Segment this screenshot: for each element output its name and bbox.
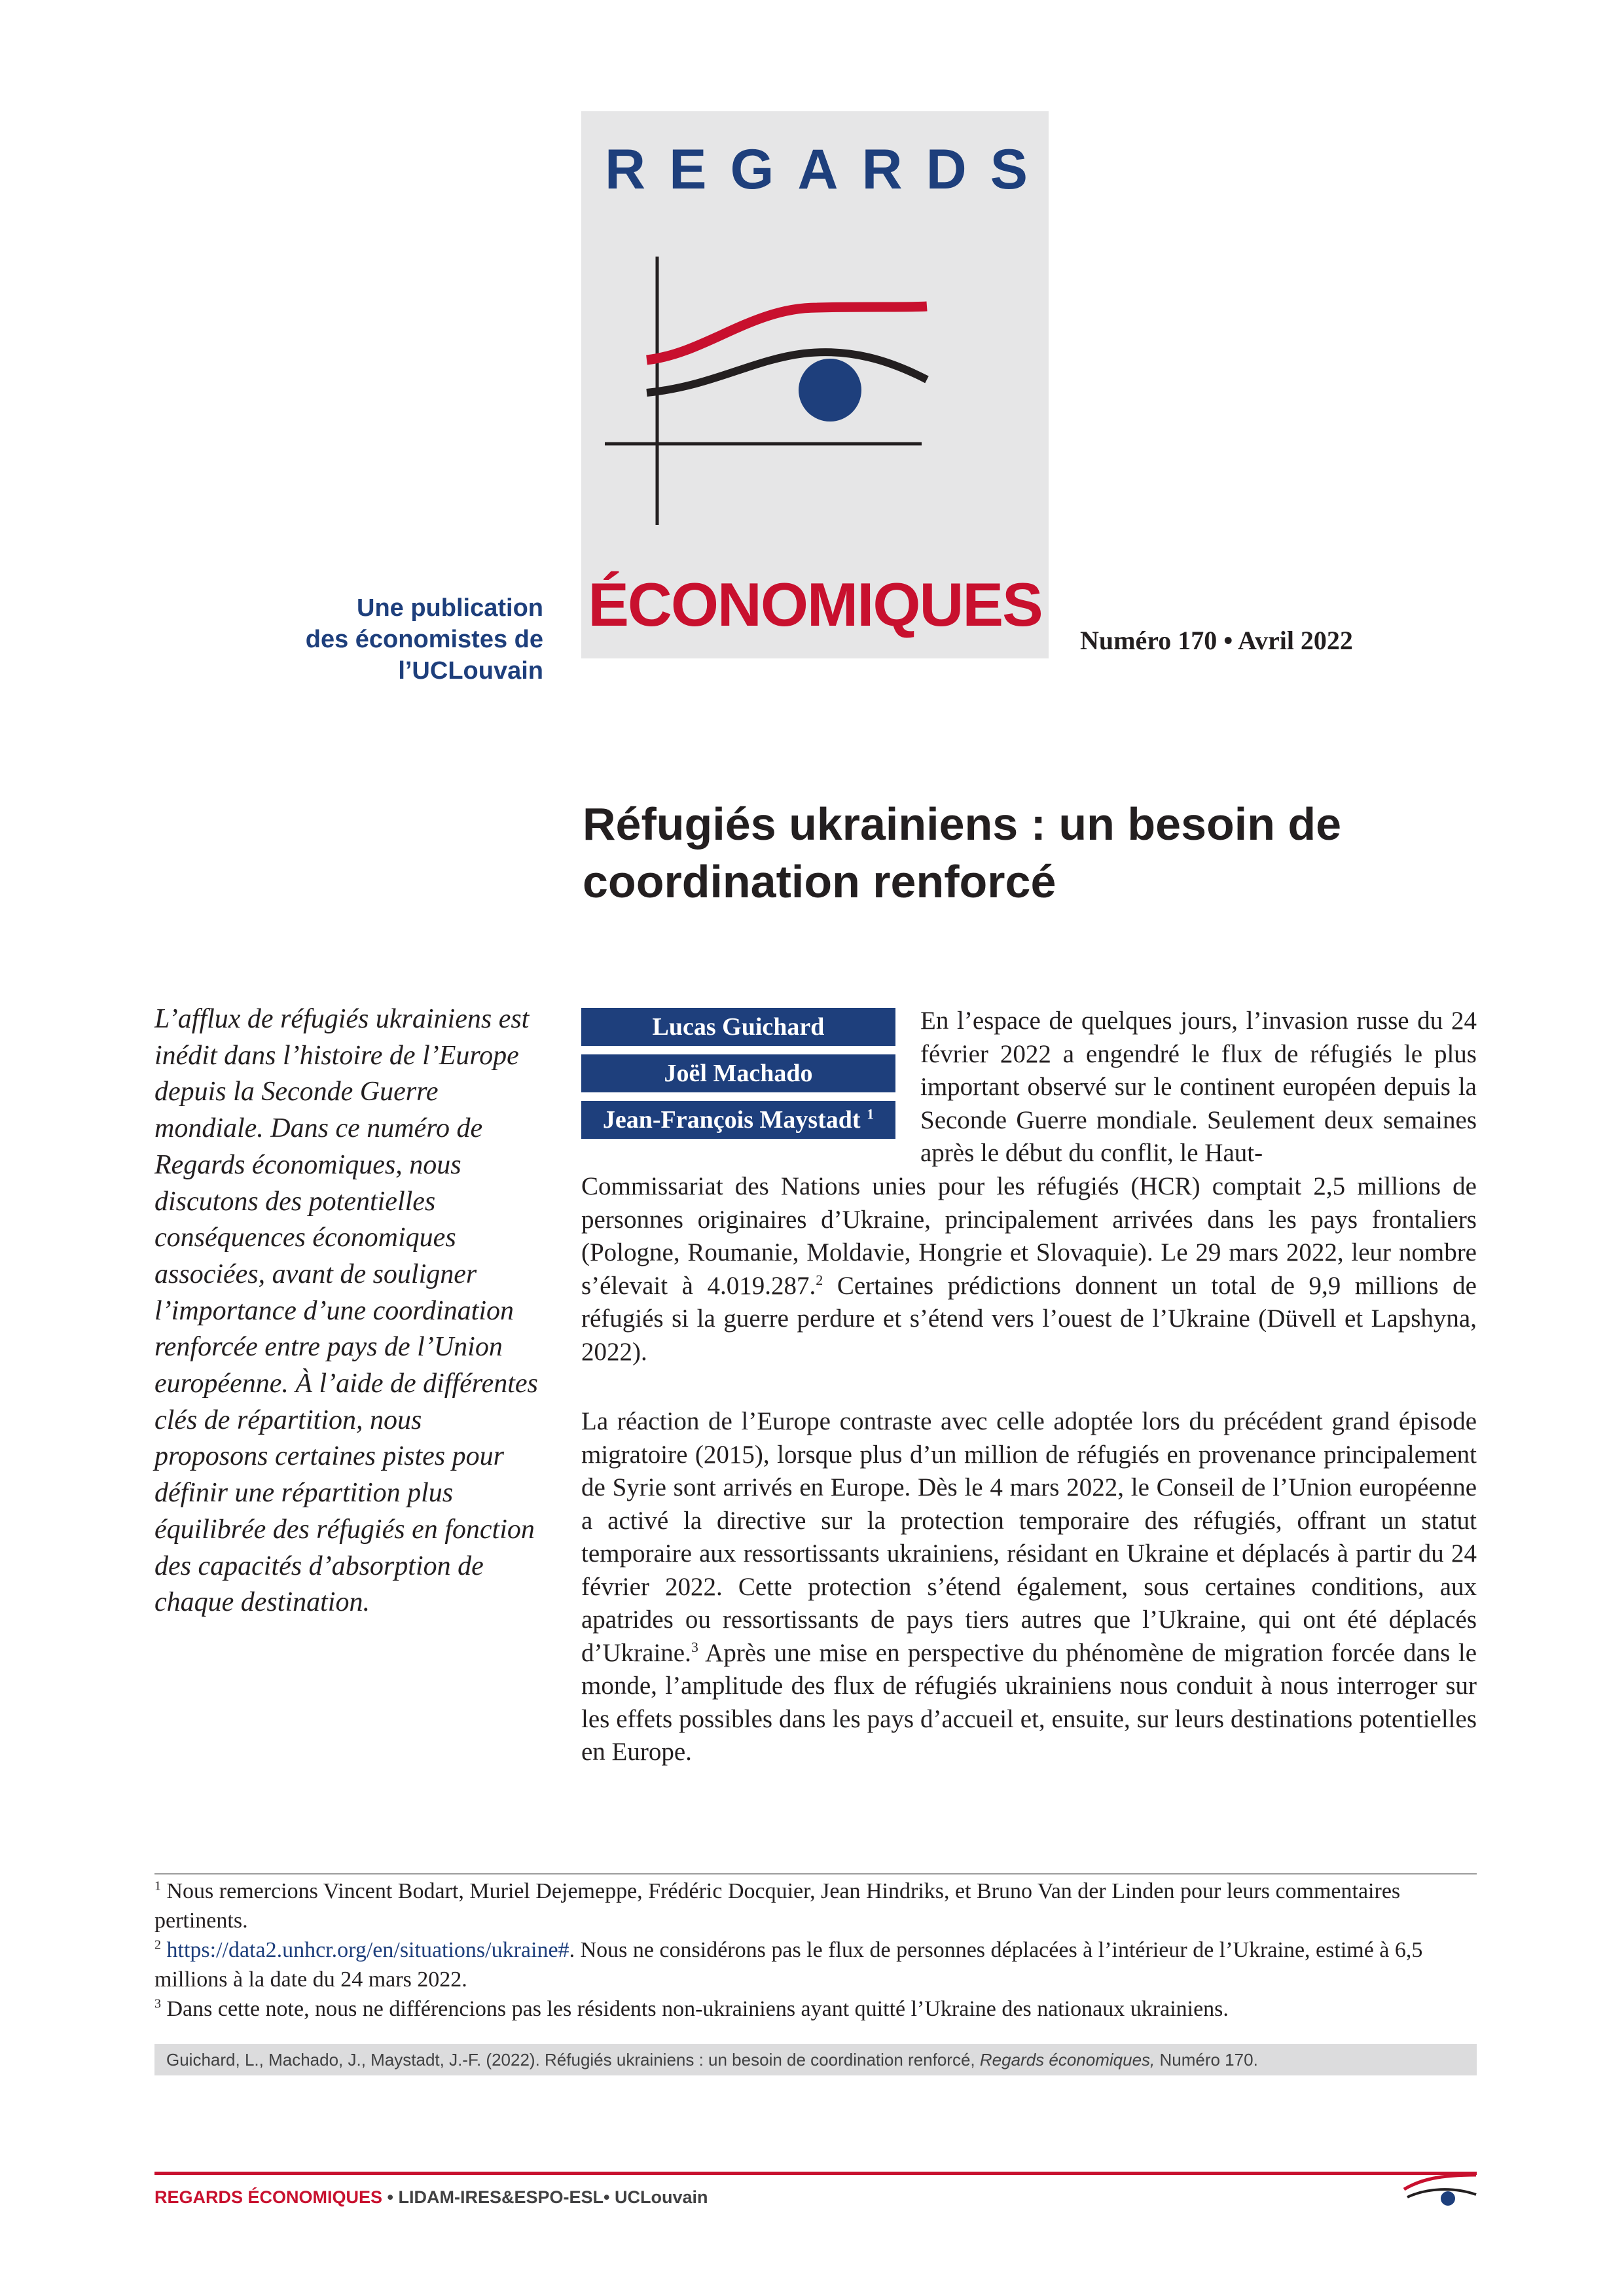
author-2: Joël Machado: [581, 1054, 895, 1092]
footnote-ref-3[interactable]: 3: [691, 1638, 698, 1655]
paragraph-1-intro: En l’espace de quelques jours, l’invasion russe du 24 février 2022 a engendré le flux de réfugiés le plus important observé sur le continent européen depuis la Seconde Guerre mondiale. Seulement deux semaines après le début du conflit, le Haut-: [920, 1007, 1477, 1167]
footer-brand: REGARDS ÉCONOMIQUES: [154, 2187, 383, 2207]
issue-number: Numéro 170 • Avril 2022: [1080, 626, 1353, 655]
footer-divider: [154, 2172, 1477, 2175]
author-1: Lucas Guichard: [581, 1008, 895, 1046]
citation-box: Guichard, L., Machado, J., Maystadt, J.-F. (2022). Réfugiés ukrainiens : un besoin de coordination renforcé, Regards économiques, Numéro 170.: [154, 2044, 1477, 2075]
publication-line-2: des économistes de l’UCLouvain: [305, 626, 543, 685]
footnote-3: $^3$ Dans cette note, nous ne différencions pas les résidents non-ukrainiens ayant quitté l’Ukraine des nationaux ukrainiens.: [154, 1996, 1229, 2021]
abstract: L’afflux de réfugiés ukrainiens est inédit dans l’histoire de l’Europe depuis la Seconde Guerre mondiale. Dans ce numéro de Regards économiques, nous discutons des potentielles conséquences économiques associées, avant de souligner l’importance d’une coordination renforcée entre pays de l’Union européenne. À l’aide de différentes clés de répartition, nous proposons certaines pistes pour définir une répartition plus équilibrée des réfugiés en fonction des capacités d’absorption de chaque destination.: [154, 1004, 538, 1618]
footnote-ref-2[interactable]: 2: [816, 1271, 823, 1288]
footnotes: [154, 1876, 1477, 2024]
paragraph-1-continued: Commissariat des Nations unies pour les réfugiés (HCR) comptait 2,5 millions de personnes originaires d’Ukraine, principalement arrivées dans les pays frontaliers (Pologne, Roumanie, Moldavie, Hongrie et Slovaquie). Le 29 mars 2022, leur nombre s’élevait à 4.019.287.$^2$ Certaines prédictions donnent un total de 9,9 millions de réfugiés si la guerre perdure et s’étend vers l’ouest de l’Ukraine (Düvell et Lapshyna, 2022).: [581, 1172, 1477, 1366]
footnote-1: $^1$ Nous remercions Vincent Bodart, Muriel Dejemeppe, Frédéric Docquier, Jean Hindriks, et Bruno Van der Linden pour leurs commentaires pertinents.: [154, 1878, 1401, 1933]
page-title: [583, 795, 1512, 910]
footnote-divider: [154, 1873, 1477, 1874]
regards-economiques-logo: [581, 111, 1052, 658]
footer-text: REGARDS ÉCONOMIQUES • LIDAM-IRES&ESPO-ESL• UCLouvain: [154, 2187, 708, 2207]
logo-economiques-text: ÉCONOMIQUES: [588, 570, 1042, 639]
author-3: [581, 1101, 895, 1139]
author-note-mark: 1: [867, 1105, 875, 1122]
unhcr-link[interactable]: https://data2.unhcr.org/en/situations/ukraine#: [161, 1938, 569, 1962]
publication-line: [183, 592, 543, 687]
footnote-2: $^2$ https://data2.unhcr.org/en/situations/ukraine#. Nous ne considérons pas le flux de personnes déplacées à l’intérieur de l’Ukraine, estimé à 6,5 millions à la date du 24 mars 2022.: [154, 1937, 1423, 1992]
publication-line-1: Une publication: [357, 594, 543, 622]
title-line-2: coordination renforcé: [583, 856, 1056, 907]
footer-eye-logo-icon: [1401, 2163, 1479, 2209]
title-line-1: Réfugiés ukrainiens : un besoin de: [583, 798, 1342, 850]
logo-regards-text: REGARDS: [605, 138, 1052, 201]
author-3-name: Jean-François Maystadt: [602, 1106, 861, 1134]
paragraph-2: La réaction de l’Europe contraste avec celle adoptée lors du précédent grand épisode migratoire (2015), lorsque plus d’un million de réfugiés en provenance principalement de Syrie sont arrivés en Europe. Dès le 4 mars 2022, le Conseil de l’Union européenne a activé la directive sur la protection temporaire des réfugiés, offrant un statut temporaire aux ressortissants ukrainiens, résidant en Ukraine et déplacés à partir du 24 février 2022. Cette protection s’étend également, sous certaines conditions, aux apatrides ou ressortissants de pays tiers autres que l’Ukraine, qui ont été déplacés d’Ukraine.$^3$ Après une mise en perspective du phénomène de migration forcée dans le monde, l’amplitude des flux de réfugiés ukrainiens nous conduit à nous interroger sur les effets possibles dans les pays d’accueil et, ensuite, sur leurs destinations potentielles en Europe.: [581, 1407, 1477, 1766]
